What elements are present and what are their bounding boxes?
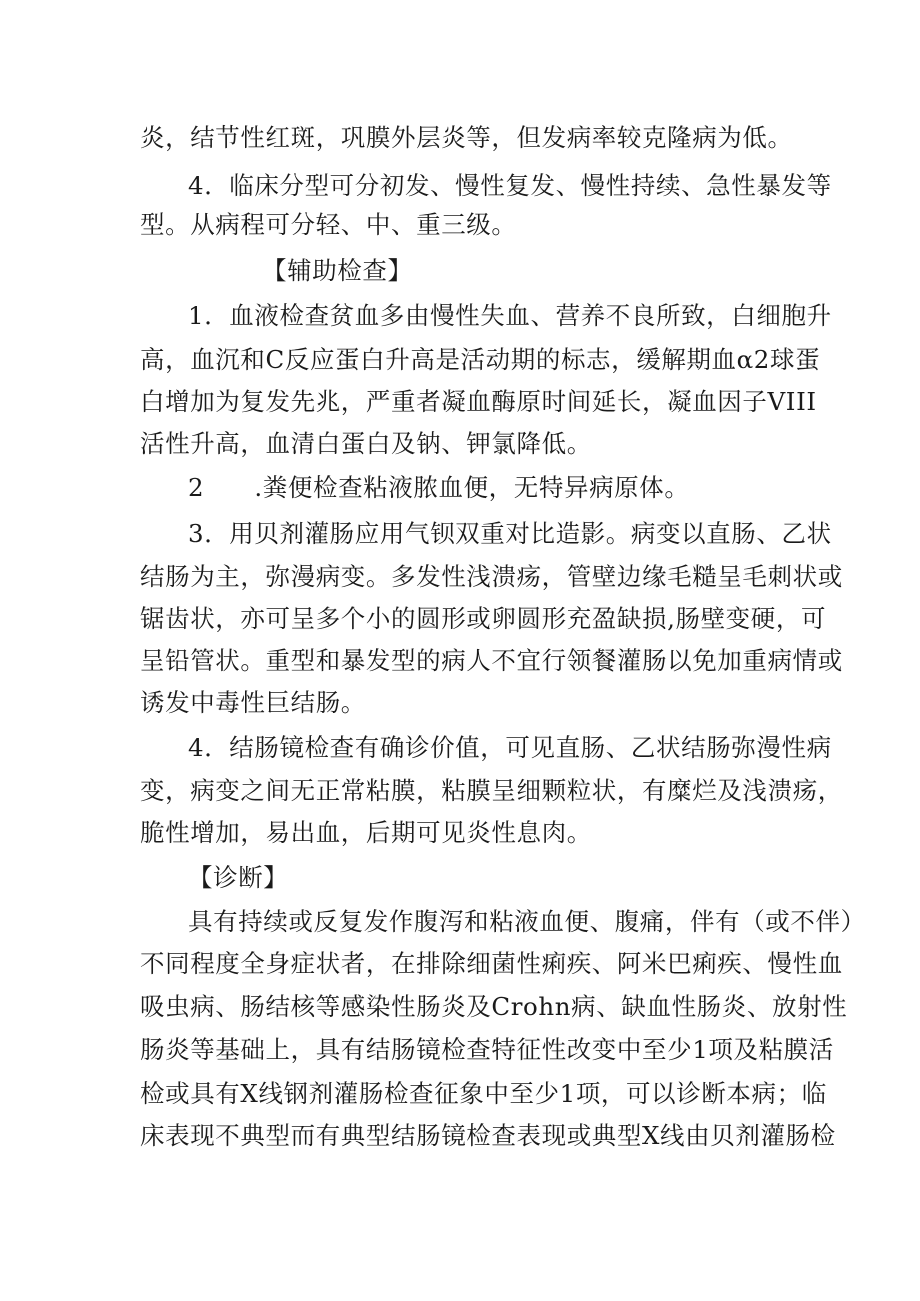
text-line: 白增加为复发先兆，严重者凝血酶原时间延长，凝血因子VIII bbox=[140, 387, 817, 416]
text-line: 2 .粪便检查粘液脓血便，无特异病原体。 bbox=[188, 473, 690, 502]
section-heading: 【诊断】 bbox=[188, 863, 289, 892]
text-line: 4．结肠镜检查有确诊价值，可见直肠、乙状结肠弥漫性病 bbox=[188, 733, 832, 762]
text-line: 变，病变之间无正常粘膜，粘膜呈细颗粒状，有糜烂及浅溃疡， bbox=[140, 776, 843, 805]
text-line: 呈铅管状。重型和暴发型的病人不宜行领餐灌肠以免加重病情或 bbox=[140, 646, 843, 675]
text-line: 炎，结节性红斑，巩膜外层炎等，但发病率较克隆病为低。 bbox=[140, 123, 793, 152]
text-line: 肠炎等基础上，具有结肠镜检查特征性改变中至少1项及粘膜活 bbox=[140, 1035, 834, 1064]
text-line: 3．用贝剂灌肠应用气钡双重对比造影。病变以直肠、乙状 bbox=[188, 519, 832, 548]
text-line: 锯齿状，亦可呈多个小的圆形或卵圆形充盈缺损,肠壁变硬，可 bbox=[140, 604, 827, 633]
section-heading: 【辅助检查】 bbox=[262, 256, 413, 285]
text-line: 脆性增加，易出血，后期可见炎性息肉。 bbox=[140, 818, 592, 847]
text-line: 高，血沉和C反应蛋白升高是活动期的标志，缓解期血α2球蛋 bbox=[140, 345, 821, 374]
text-line: 诱发中毒性巨结肠。 bbox=[140, 688, 366, 717]
text-line: 吸虫病、肠结核等感染性肠炎及Crohn病、缺血性肠炎、放射性 bbox=[140, 992, 848, 1021]
text-line: 不同程度全身症状者，在排除细菌性痢疾、阿米巴痢疾、慢性血 bbox=[140, 949, 843, 978]
text-line: 检或具有X线钢剂灌肠检查征象中至少1项，可以诊断本病；临 bbox=[140, 1079, 827, 1108]
text-line: 4．临床分型可分初发、慢性复发、慢性持续、急性暴发等 bbox=[188, 171, 832, 200]
text-line: 型。从病程可分轻、中、重三级。 bbox=[140, 210, 517, 239]
text-line: 床表现不典型而有典型结肠镜检查表现或典型X线由贝剂灌肠检 bbox=[140, 1121, 836, 1150]
text-line: 1．血液检查贫血多由慢性失血、营养不良所致，白细胞升 bbox=[188, 301, 832, 330]
text-line: 活性升高，血清白蛋白及钠、钾氯降低。 bbox=[140, 429, 592, 458]
text-line: 具有持续或反复发作腹泻和粘液血便、腹痛，伴有（或不伴） bbox=[188, 907, 866, 936]
text-line: 结肠为主，弥漫病变。多发性浅溃疡，管壁边缘毛糙呈毛刺状或 bbox=[140, 562, 843, 591]
